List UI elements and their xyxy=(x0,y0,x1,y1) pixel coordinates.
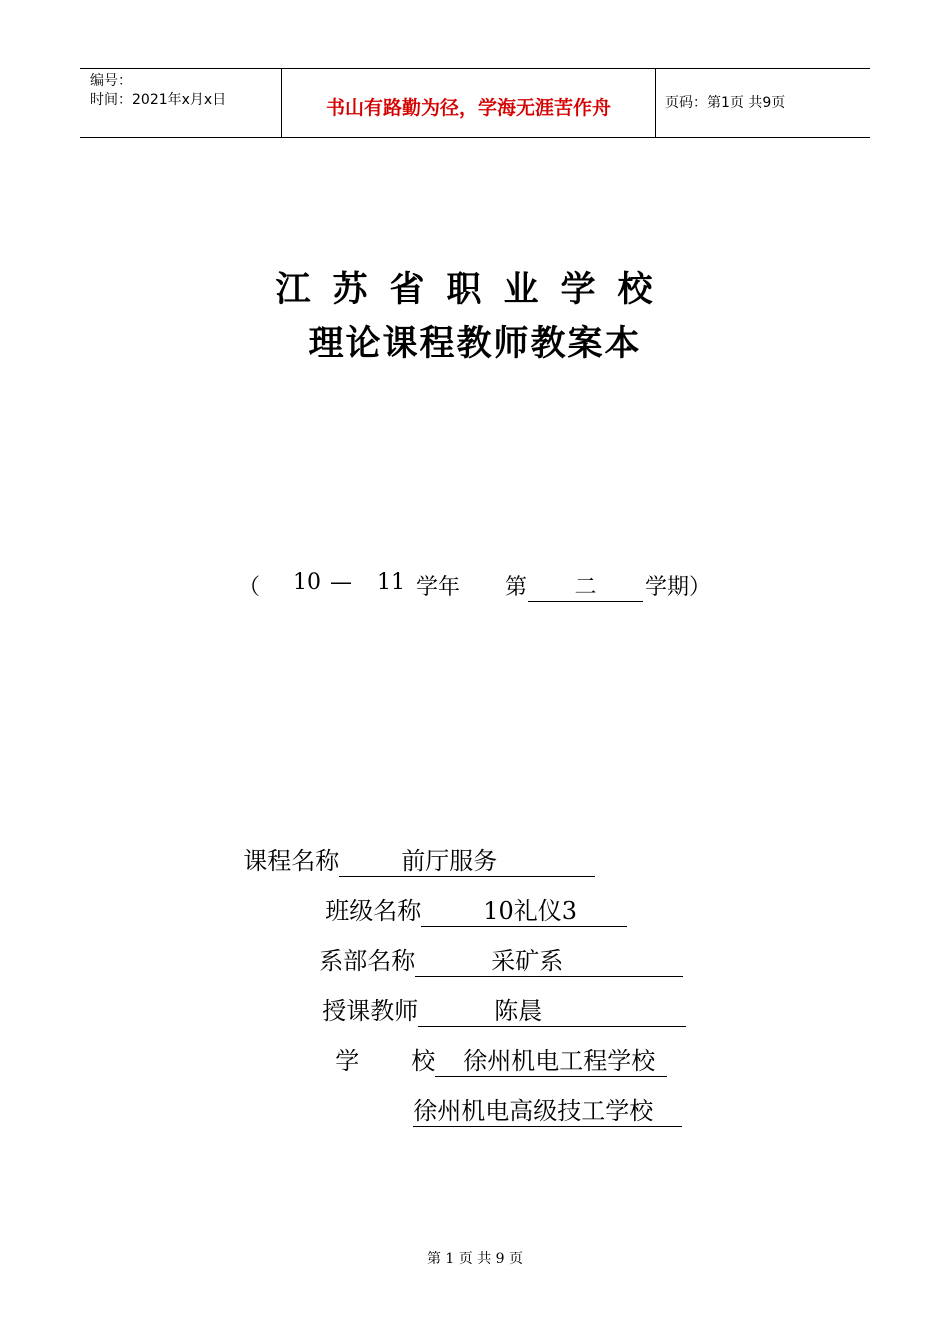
term-dash: — xyxy=(330,570,352,595)
school-label-1: 学 xyxy=(335,1047,360,1075)
term-semester: 二 xyxy=(528,570,643,602)
class-value: 10礼仪3 xyxy=(421,896,627,927)
teacher-label: 授课教师 xyxy=(322,997,419,1025)
header-meta-cell xyxy=(80,69,281,137)
term-year-word: 学年 xyxy=(416,575,461,600)
term-year-start: 10 xyxy=(293,570,321,595)
page-footer: 第 1 页 共 9 页 xyxy=(426,1251,524,1267)
school-value-1: 徐州机电工程学校 xyxy=(435,1046,667,1077)
header-motto-cell xyxy=(281,69,656,137)
school-label-2: 校 xyxy=(411,1047,436,1075)
title-line-1: 江苏省职业学校 xyxy=(275,270,675,310)
page-info: 页码：第1页 共9页 xyxy=(665,95,786,111)
title-line-2: 理论课程教师教案本 xyxy=(308,324,642,364)
dept-value: 采矿系 xyxy=(415,946,683,977)
number-label: 编号： xyxy=(90,73,132,89)
motto-text: 书山有路勤为径，学海无涯苦作舟 xyxy=(325,97,611,119)
term-di: 第 xyxy=(505,575,528,600)
page-header xyxy=(80,68,870,138)
term-year-end: 11 xyxy=(377,570,405,595)
course-label: 课程名称 xyxy=(243,847,340,875)
teacher-value: 陈晨 xyxy=(418,996,686,1027)
header-page-cell xyxy=(655,69,870,137)
term-open-paren: （ xyxy=(238,575,261,600)
course-value: 前厅服务 xyxy=(339,846,595,877)
term-semester-word: 学期） xyxy=(645,575,712,600)
school-value-2: 徐州机电高级技工学校 xyxy=(413,1096,682,1127)
school-row-2 xyxy=(398,1066,682,1127)
school-row xyxy=(320,1016,359,1076)
class-label: 班级名称 xyxy=(325,897,422,925)
dept-label: 系部名称 xyxy=(319,947,416,975)
time-label: 时间：2021年x月x日 xyxy=(90,92,227,108)
